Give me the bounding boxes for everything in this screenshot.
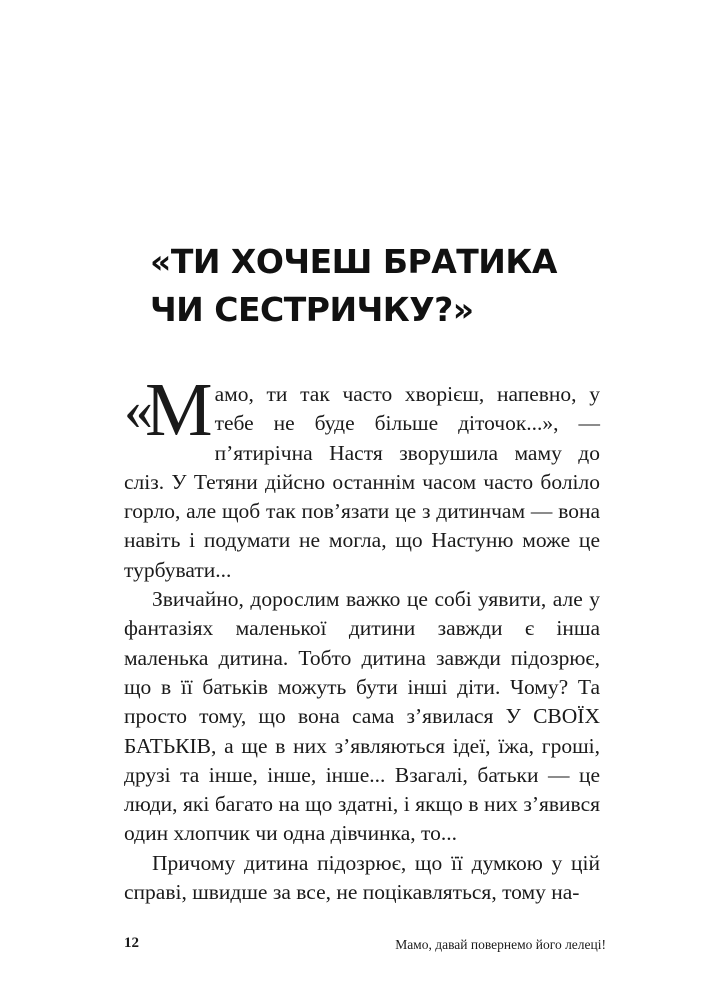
chapter-title-line-2: ЧИ СЕСТРИЧКУ?»	[150, 290, 474, 329]
page-number: 12	[124, 935, 139, 951]
chapter-title	[150, 238, 557, 334]
chapter-title-line-1: «ТИ ХОЧЕШ БРАТИКА	[150, 242, 557, 281]
body-text	[124, 368, 600, 907]
paragraph-1-text: амо, ти так часто хворієш, напевно, у тебе не буде більше діточок...», — п’ятирічна Настя зворушила маму до сліз. У Тетяни дійсно останнім часом часто боліло горло, але щоб так пов’язати це з дитинчам — вона навіть і подумати не могла, що Настуню може це турбувати...	[124, 382, 600, 582]
paragraph-2: Звичайно, дорослим важко це собі уявити, але у фантазіях маленької дитини завжди є інша маленька дитина. Тобто дитина завжди підозрює, що в її батьків можуть бути інші діти. Чому? Та просто тому, що вона сама з’явилася У СВОЇХ БАТЬКІВ, а ще в них з’являються ідеї, їжа, гроші, друзі та інше, інше, інше... Взагалі, батьки — це люди, які багато на що здатні, і якщо в них з’явився один хлопчик чи одна дівчинка, то...	[124, 587, 600, 846]
drop-cap-letter: М	[145, 368, 213, 452]
paragraph-1	[124, 368, 600, 585]
running-title: Мамо, давай повернемо його лелеці!	[395, 937, 606, 952]
paragraph-3: Причому дитина підозрює, що її думкою у цій справі, швидше за все, не поцікавляться, тому на-	[124, 850, 600, 905]
drop-cap-quote: «	[124, 377, 147, 442]
drop-cap-group	[124, 368, 213, 452]
